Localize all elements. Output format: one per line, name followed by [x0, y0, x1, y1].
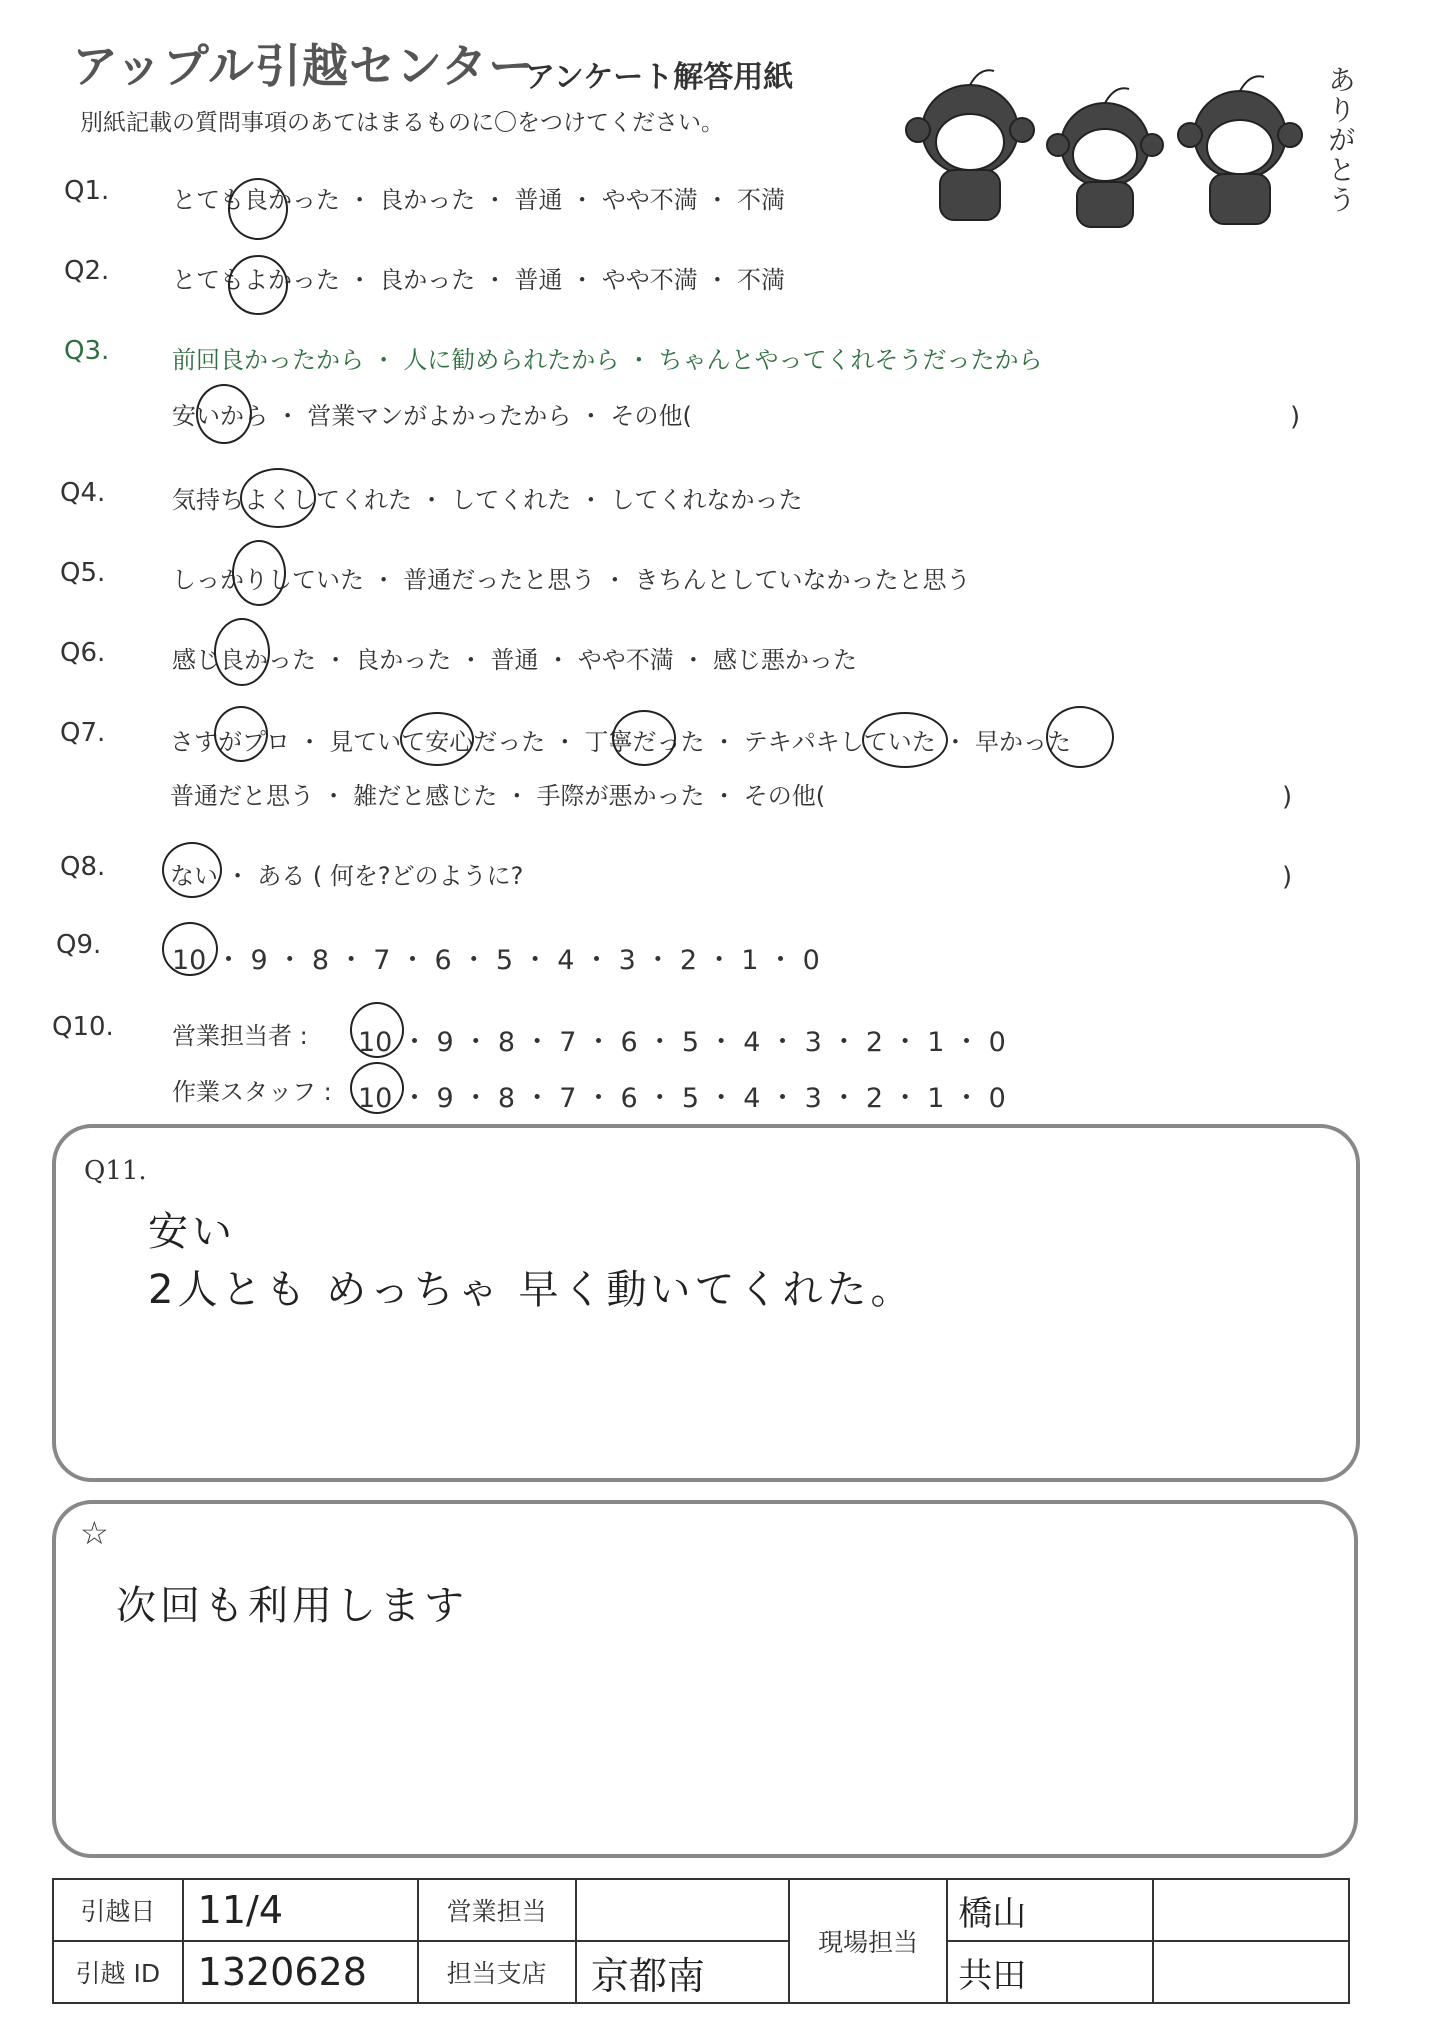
move-id-label: 引越 ID	[53, 1941, 183, 2003]
q2-label: Q2.	[64, 256, 110, 286]
move-date-value: 11/4	[183, 1879, 418, 1941]
q6-answer-circle	[214, 618, 270, 686]
form-subtitle: アンケート解答用紙	[525, 60, 794, 95]
q5-answer-circle	[232, 540, 286, 606]
q11-label: Q11.	[84, 1156, 147, 1186]
q7-options-line1: さすがプロ ・ 見ていて安心だった ・ 丁寧だった ・ テキパキしていた ・ 早かった	[170, 728, 1072, 756]
q5-label: Q5.	[60, 558, 106, 588]
site-rep-value-2: 共田	[947, 1941, 1153, 2003]
q1-options: とても良かった ・ 良かった ・ 普通 ・ やや不満 ・ 不満	[172, 186, 786, 214]
q3-options-line1: 前回良かったから ・ 人に勧められたから ・ ちゃんとやってくれそうだったから	[172, 346, 1043, 374]
q11-comment-line2: 2人とも めっちゃ 早く動いてくれた。	[148, 1267, 915, 1313]
q8-label: Q8.	[60, 852, 106, 882]
q10-label: Q10.	[52, 1012, 114, 1042]
star-comment-box	[52, 1500, 1358, 1858]
monkey-right-icon	[1178, 76, 1302, 224]
instruction-text: 別紙記載の質問事項のあてはまるものに〇をつけてください。	[80, 110, 724, 136]
q3-close-paren: )	[1290, 402, 1301, 432]
q4-options: 気持ちよくしてくれた ・ してくれた ・ してくれなかった	[172, 486, 803, 514]
q7-close-paren: )	[1282, 782, 1293, 812]
q2-answer-circle	[228, 255, 288, 315]
branch-label: 担当支店	[418, 1941, 576, 2003]
q8-options: ない ・ ある ( 何を?どのように?	[170, 862, 524, 890]
q11-comment-line1: 安い	[148, 1209, 236, 1255]
q3-answer-circle	[196, 384, 252, 444]
q9-label: Q9.	[56, 930, 102, 960]
company-title: アップル引越センター	[72, 39, 536, 93]
q7-answer-circle-4	[862, 712, 948, 768]
q7-options-line2: 普通だと思う ・ 雑だと感じた ・ 手際が悪かった ・ その他(	[170, 782, 826, 810]
monkey-left-icon	[906, 70, 1034, 220]
q10-sales-label: 営業担当者 :	[172, 1022, 308, 1050]
monkey-center-icon	[1047, 88, 1163, 227]
q6-label: Q6.	[60, 638, 106, 668]
star-label: ☆	[80, 1514, 109, 1552]
q7-answer-circle-2	[400, 712, 474, 766]
q4-label: Q4.	[60, 478, 106, 508]
star-comment-text: 次回も利用します	[116, 1583, 468, 1629]
sales-rep-value	[576, 1879, 789, 1941]
footer-info-table	[52, 1878, 1350, 2004]
thanks-text: ありがとう	[1324, 65, 1357, 215]
q10-staff-scale: 10 ・ 9 ・ 8 ・ 7 ・ 6 ・ 5 ・ 4 ・ 3 ・ 2 ・ 1 ・ 0	[358, 1083, 1006, 1114]
q3-options-line2: 安いから ・ 営業マンがよかったから ・ その他(	[172, 402, 692, 430]
sales-rep-label: 営業担当	[418, 1879, 576, 1941]
q6-options: 感じ良かった ・ 良かった ・ 普通 ・ やや不満 ・ 感じ悪かった	[172, 646, 858, 674]
site-rep-label: 現場担当	[789, 1879, 947, 2003]
q2-options: とてもよかった ・ 良かった ・ 普通 ・ やや不満 ・ 不満	[172, 266, 786, 294]
q8-answer-circle	[162, 842, 222, 898]
site-rep-value-1: 橋山	[947, 1879, 1153, 1941]
branch-value: 京都南	[576, 1941, 789, 2003]
move-id-value: 1320628	[183, 1941, 418, 2003]
q1-answer-circle	[228, 178, 288, 240]
q10-sales-scale: 10 ・ 9 ・ 8 ・ 7 ・ 6 ・ 5 ・ 4 ・ 3 ・ 2 ・ 1 ・ 0	[358, 1027, 1006, 1058]
q9-answer-circle	[162, 922, 218, 976]
q8-close-paren: )	[1282, 862, 1293, 892]
q7-label: Q7.	[60, 718, 106, 748]
site-rep-empty-1	[1153, 1879, 1349, 1941]
q10-sales-answer-circle	[350, 1002, 404, 1058]
move-date-label: 引越日	[53, 1879, 183, 1941]
q1-label: Q1.	[64, 176, 110, 206]
site-rep-empty-2	[1153, 1941, 1349, 2003]
q4-answer-circle	[240, 468, 316, 528]
q9-scale: 10 ・ 9 ・ 8 ・ 7 ・ 6 ・ 5 ・ 4 ・ 3 ・ 2 ・ 1 ・ 0	[172, 945, 820, 976]
q7-answer-circle-3	[612, 710, 676, 766]
monkey-mascots-illustration	[890, 60, 1310, 230]
q5-options: しっかりしていた ・ 普通だったと思う ・ きちんとしていなかったと思う	[172, 566, 971, 594]
q10-staff-label: 作業スタッフ :	[172, 1078, 332, 1106]
q7-answer-circle-1	[214, 706, 268, 762]
q10-staff-answer-circle	[350, 1062, 404, 1114]
q3-label: Q3.	[64, 336, 110, 366]
q7-answer-circle-5	[1046, 706, 1114, 768]
